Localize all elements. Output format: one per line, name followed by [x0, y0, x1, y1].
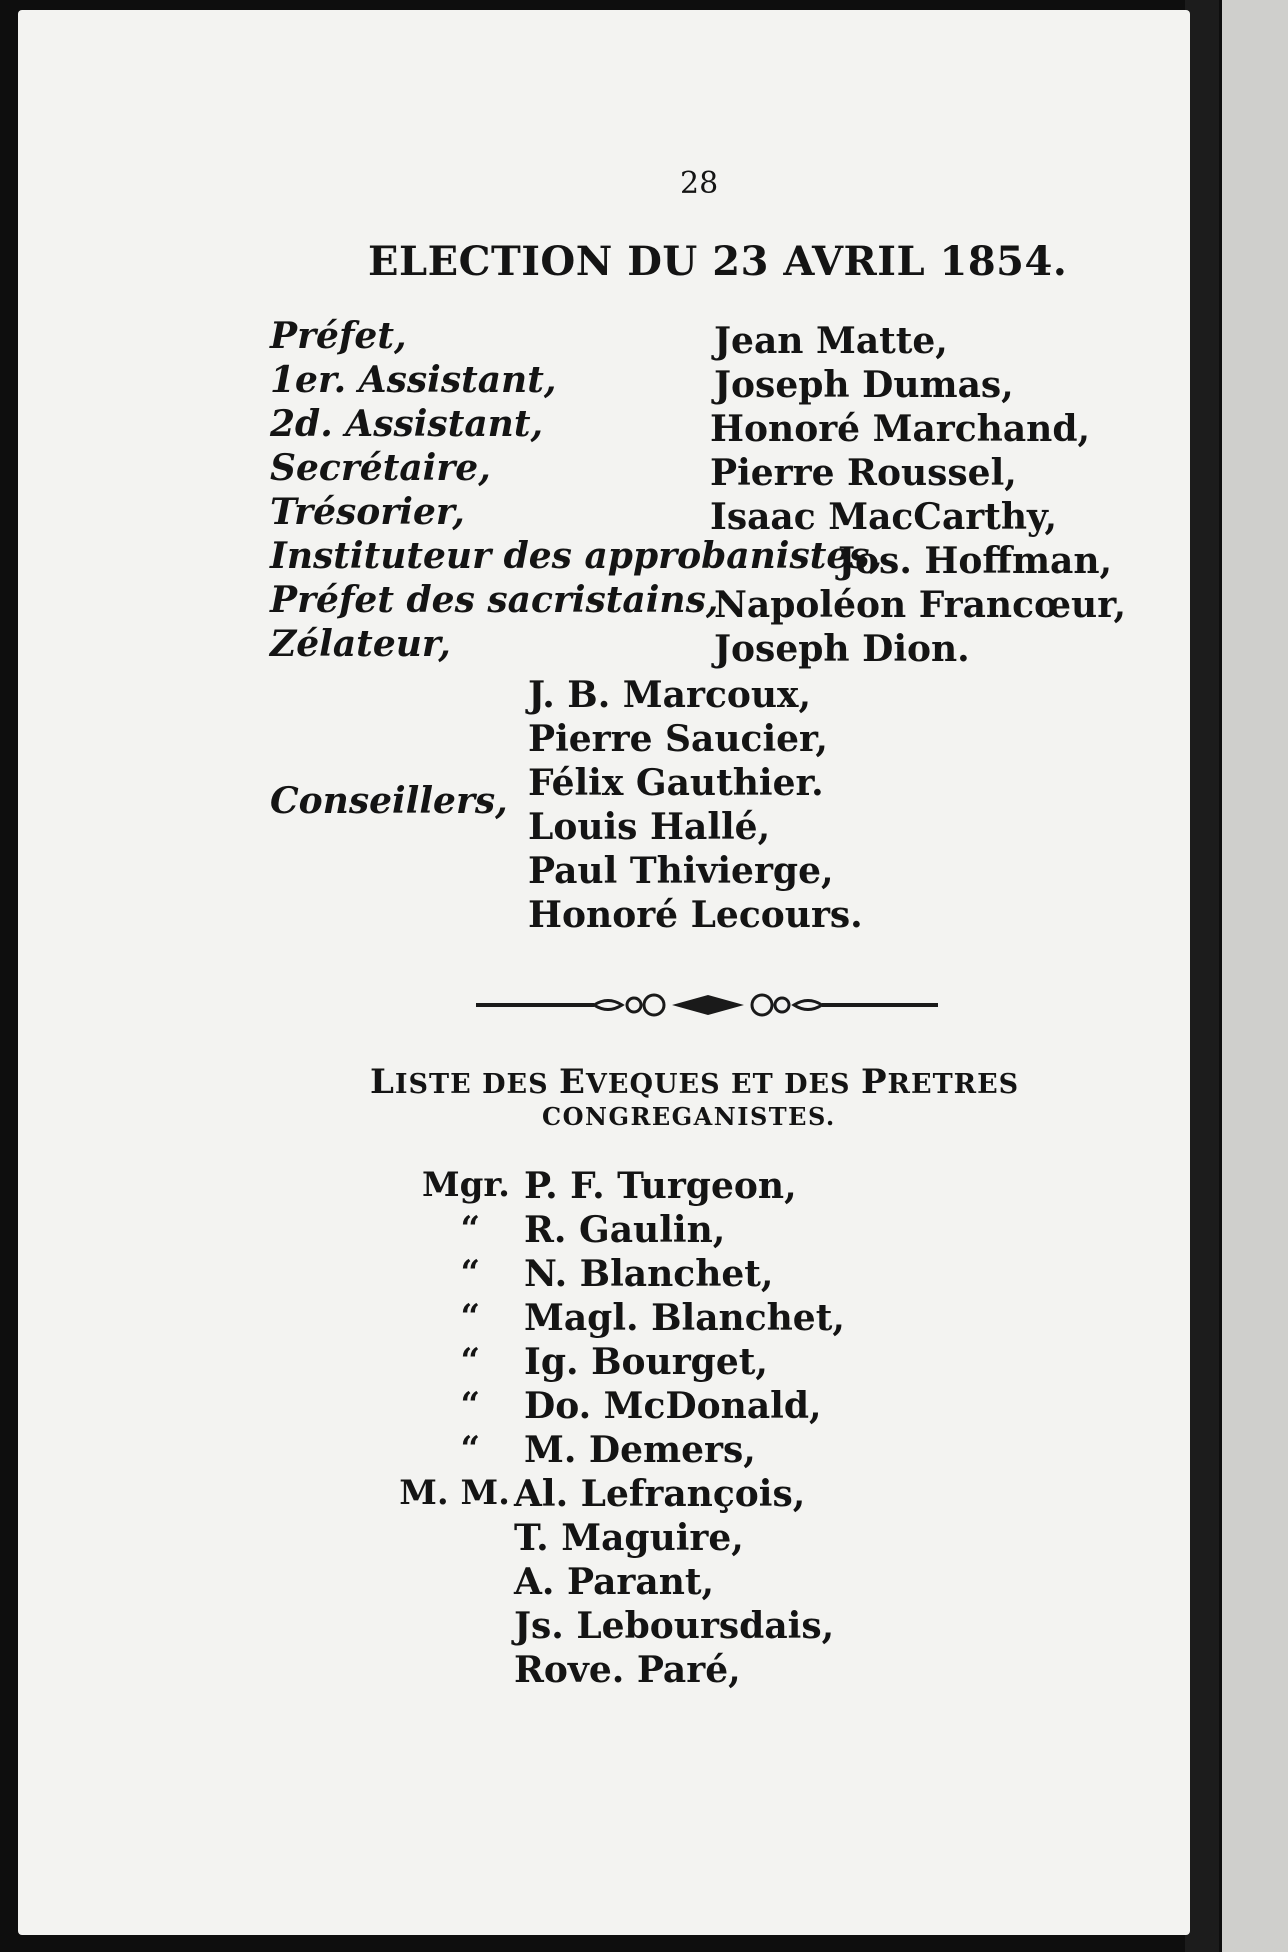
officer-role: Zélateur, — [270, 623, 451, 665]
page-number: 28 — [680, 166, 719, 201]
clergy-name: T. Maguire, — [514, 1517, 744, 1559]
officer-role: Trésorier, — [270, 491, 465, 533]
list-prefix: Mgr. — [421, 1165, 510, 1205]
ditto-mark: “ — [460, 1209, 480, 1249]
adjacent-page-edge — [1222, 0, 1288, 1952]
clergy-name: P. F. Turgeon, — [524, 1165, 797, 1207]
officer-name: Napoléon Francœur, — [714, 584, 1127, 626]
clergy-name: Js. Leboursdais, — [514, 1605, 835, 1647]
book-spine — [1185, 0, 1219, 1952]
clergy-name: Ig. Bourget, — [524, 1341, 768, 1383]
officer-role: 1er. Assistant, — [270, 359, 557, 401]
ditto-mark: “ — [460, 1253, 480, 1293]
councillor-name: Louis Hallé, — [528, 806, 771, 848]
list-subheading: CONGREGANISTES. — [542, 1102, 836, 1131]
ditto-mark: “ — [460, 1429, 480, 1469]
councillor-name: J. B. Marcoux, — [528, 674, 812, 716]
officer-name: Honoré Marchand, — [710, 408, 1091, 450]
list-prefix: M. M. — [399, 1473, 510, 1513]
officer-name: Jean Matte, — [714, 320, 948, 362]
list-heading: LISTE DES EVEQUES ET DES PRETRES — [370, 1062, 1020, 1102]
clergy-name: A. Parant, — [514, 1561, 715, 1603]
officer-name: Pierre Roussel, — [710, 452, 1017, 494]
councillor-name: Pierre Saucier, — [528, 718, 828, 760]
clergy-name: N. Blanchet, — [524, 1253, 774, 1295]
officer-name: Joseph Dion. — [714, 628, 970, 670]
officer-role: Préfet des sacristains, — [270, 579, 719, 621]
councillors-label: Conseillers, — [270, 780, 508, 822]
clergy-name: Al. Lefrançois, — [514, 1473, 806, 1515]
officer-role: Secrétaire, — [270, 447, 491, 489]
officer-role: Préfet, — [270, 315, 407, 357]
councillor-name: Paul Thivierge, — [528, 850, 834, 892]
ornament-divider — [476, 986, 938, 1026]
clergy-name: Do. McDonald, — [524, 1385, 822, 1427]
clergy-name: M. Demers, — [524, 1429, 756, 1471]
ditto-mark: “ — [460, 1385, 480, 1425]
officer-role: Instituteur des approbanistes, — [270, 535, 883, 577]
book-page — [18, 10, 1190, 1935]
clergy-name: Rove. Paré, — [514, 1649, 741, 1691]
page-title: ELECTION DU 23 AVRIL 1854. — [368, 238, 1068, 285]
clergy-name: R. Gaulin, — [524, 1209, 726, 1251]
ditto-mark: “ — [460, 1297, 480, 1337]
councillor-name: Honoré Lecours. — [528, 894, 863, 936]
officer-name: Jos. Hoffman, — [838, 540, 1113, 582]
officer-role: 2d. Assistant, — [270, 403, 543, 445]
councillor-name: Félix Gauthier. — [528, 762, 824, 804]
clergy-name: Magl. Blanchet, — [524, 1297, 845, 1339]
officer-name: Joseph Dumas, — [714, 364, 1014, 406]
ditto-mark: “ — [460, 1341, 480, 1381]
officer-name: Isaac MacCarthy, — [710, 496, 1058, 538]
